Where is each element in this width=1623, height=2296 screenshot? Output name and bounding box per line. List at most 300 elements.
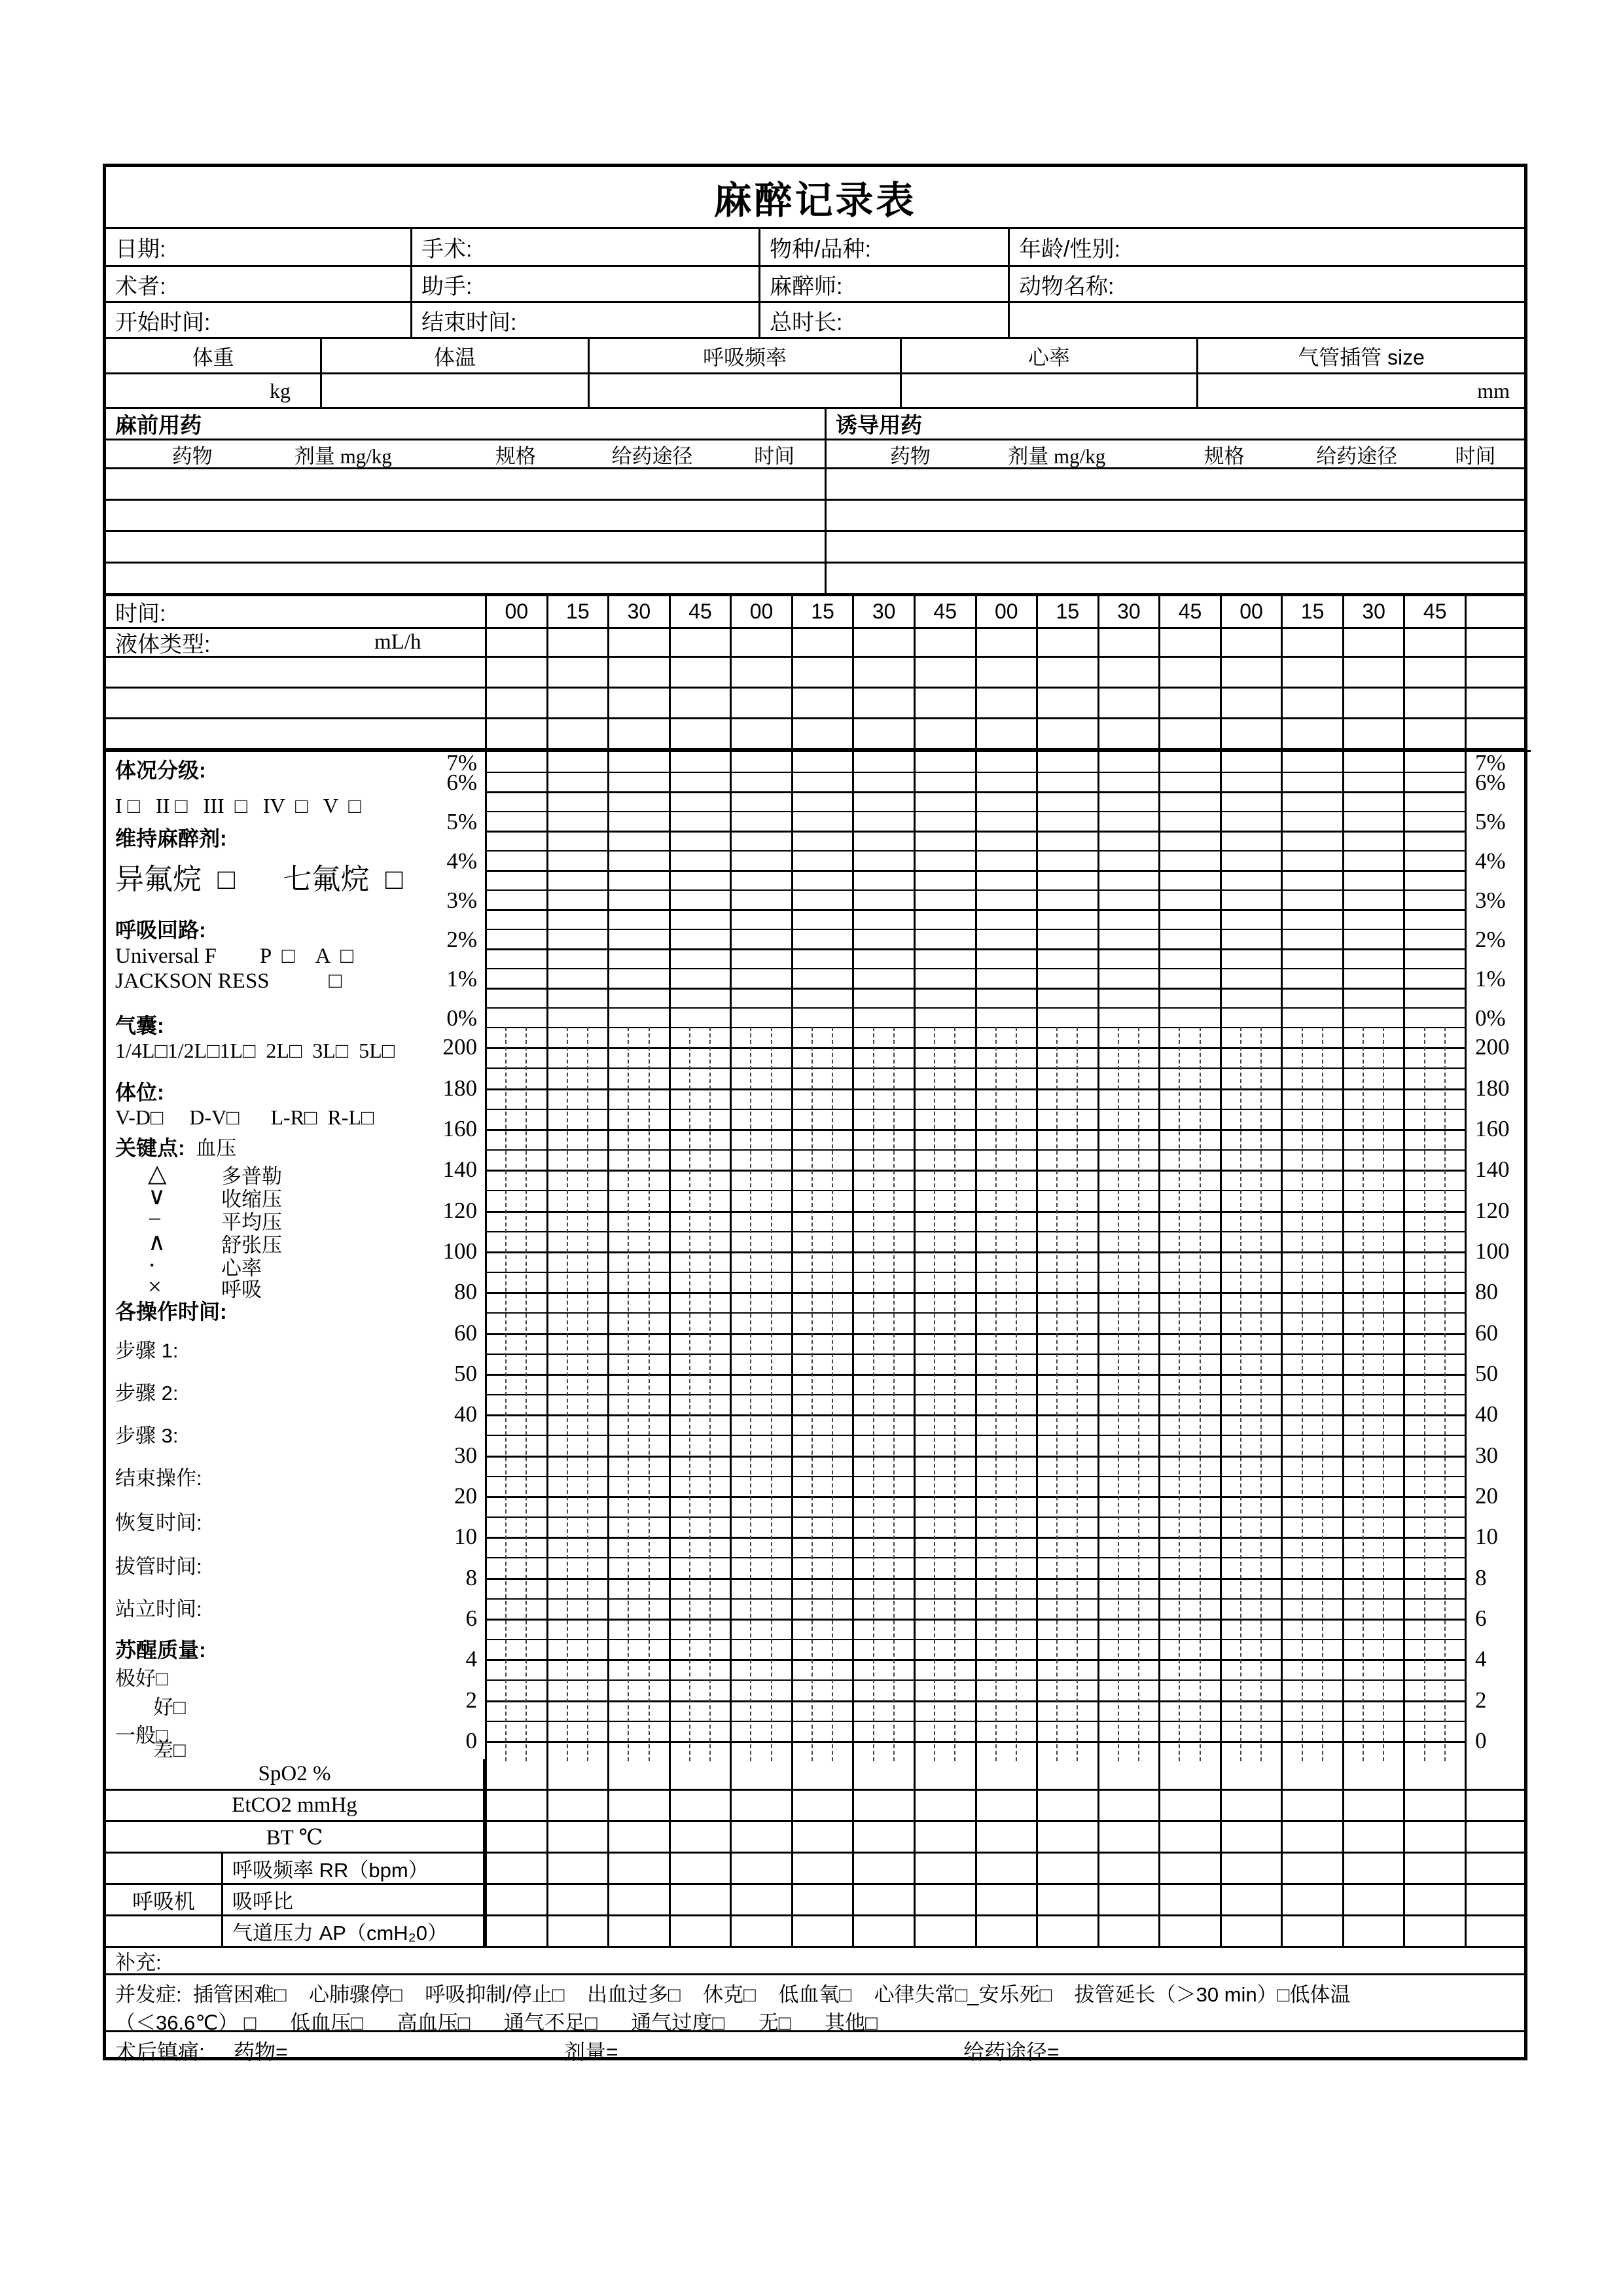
- fluid-entry-cell[interactable]: [1281, 629, 1342, 656]
- percent-scale-label-right: 0%: [1475, 1005, 1506, 1031]
- sidebar-option[interactable]: 步骤 2:: [115, 1382, 179, 1405]
- fluid-entry-cell[interactable]: [1465, 629, 1524, 656]
- monitor-data-cell[interactable]: [914, 1791, 975, 1820]
- legend-symbol: ×: [148, 1274, 162, 1300]
- supplement-label[interactable]: 补充:: [115, 1951, 162, 1974]
- monitor-data-cell[interactable]: [1281, 1822, 1342, 1852]
- monitor-data-cell[interactable]: [1220, 1854, 1281, 1883]
- grid-entry-cell[interactable]: [1403, 658, 1465, 687]
- monitor-data-cell[interactable]: [1403, 1791, 1465, 1820]
- number-scale-label-right: 4: [1475, 1646, 1487, 1672]
- number-scale-label-right: 140: [1475, 1157, 1510, 1183]
- legend-symbol: ∨: [148, 1183, 166, 1210]
- time-tick-cell[interactable]: 15: [1281, 596, 1342, 627]
- monitor-data-cell[interactable]: [546, 1759, 608, 1789]
- age-sex-field[interactable]: 年龄/性别:: [1019, 237, 1120, 262]
- monitor-data-cell[interactable]: [669, 1791, 730, 1820]
- grid-entry-cell[interactable]: [607, 689, 669, 717]
- time-tick-cell[interactable]: 45: [669, 596, 730, 627]
- drug-entry-row: [106, 501, 1524, 532]
- postop-dose-field[interactable]: 剂量=: [564, 2040, 618, 2064]
- grid-entry-cell[interactable]: [1465, 658, 1524, 687]
- et-tube-size-value-cell[interactable]: mm: [1477, 378, 1510, 403]
- number-scale-label-right: 20: [1475, 1482, 1498, 1509]
- grid-entry-cell[interactable]: [1403, 719, 1465, 748]
- monitor-data-cell[interactable]: [1097, 1791, 1159, 1820]
- monitor-data-cell[interactable]: [730, 1822, 791, 1852]
- chart-column-line: [1097, 752, 1099, 1761]
- grid-entry-cell[interactable]: [914, 658, 975, 687]
- monitor-data-cell[interactable]: [730, 1854, 791, 1883]
- monitor-data-cell[interactable]: [1403, 1916, 1465, 1946]
- monitor-data-cell[interactable]: [1281, 1854, 1342, 1883]
- end-time-field[interactable]: 结束时间:: [412, 303, 760, 337]
- monitor-data-cell[interactable]: [546, 1854, 608, 1883]
- info-empty-cell[interactable]: [1010, 303, 1524, 337]
- fluid-entry-cell[interactable]: [1036, 629, 1097, 656]
- grid-entry-cell[interactable]: [852, 719, 914, 748]
- number-scale-label-left: 20: [454, 1482, 477, 1509]
- monitor-data-cell[interactable]: [1036, 1854, 1097, 1883]
- grid-entry-cell[interactable]: [669, 719, 730, 748]
- chart-column-line: [975, 752, 977, 1761]
- monitor-data-cell[interactable]: [1342, 1791, 1404, 1820]
- ventilator-rr-row: [106, 1854, 1524, 1885]
- five-min-dashed-line: [1200, 1027, 1201, 1761]
- monitor-data-cell[interactable]: [730, 1885, 791, 1914]
- number-scale-label-left: 140: [442, 1157, 477, 1183]
- premed-col-drug: 药物: [171, 444, 213, 467]
- five-min-dashed-line: [873, 1027, 874, 1761]
- monitor-data-cell[interactable]: [914, 1885, 975, 1914]
- grid-entry-cell[interactable]: [607, 658, 669, 687]
- number-scale-label-right: 2: [1475, 1687, 1487, 1713]
- sidebar-option[interactable]: I □ II □ III □ IV □ V □: [115, 794, 361, 817]
- sidebar-option[interactable]: 站立时间:: [115, 1598, 202, 1621]
- monitor-data-cell[interactable]: [1097, 1885, 1159, 1914]
- monitor-data-cell[interactable]: [485, 1759, 546, 1789]
- monitor-data-cell[interactable]: [1465, 1885, 1524, 1914]
- sidebar-option[interactable]: V-D□ D-V□ L-R□ R-L□: [115, 1105, 374, 1129]
- time-row-label: 时间:: [115, 601, 166, 626]
- sidebar-option[interactable]: 拔管时间:: [115, 1555, 202, 1578]
- monitor-data-cell[interactable]: [1097, 1822, 1159, 1852]
- anesthetist-field[interactable]: 麻醉师:: [760, 267, 1010, 301]
- induction-col-drug: 药物: [889, 444, 931, 467]
- monitor-data-cell[interactable]: [975, 1916, 1037, 1946]
- premed-entry-cell[interactable]: [106, 501, 827, 530]
- chart-column-line: [1342, 752, 1344, 1761]
- time-tick-cell[interactable]: 30: [1342, 596, 1404, 627]
- monitor-data-cell[interactable]: [1220, 1759, 1281, 1789]
- premed-entry-cell[interactable]: [106, 469, 827, 499]
- monitor-data-cell[interactable]: [607, 1885, 669, 1914]
- monitor-data-cell[interactable]: [1220, 1885, 1281, 1914]
- monitor-data-cell[interactable]: [1281, 1885, 1342, 1914]
- sidebar-option[interactable]: 极好□: [115, 1667, 168, 1690]
- sidebar-option[interactable]: 1/4L□1/2L□1L□ 2L□ 3L□ 5L□: [115, 1039, 395, 1062]
- time-tick-cell[interactable]: 15: [1036, 596, 1097, 627]
- breathing-circuit-option[interactable]: JACKSON RESS □: [115, 969, 342, 993]
- grid-entry-cell[interactable]: [1342, 658, 1404, 687]
- form-title: 麻醉记录表: [106, 167, 1524, 229]
- induction-entry-cell[interactable]: [827, 532, 1524, 562]
- monitor-data-cell[interactable]: [485, 1822, 546, 1852]
- grid-entry-cell[interactable]: [1036, 719, 1097, 748]
- monitor-data-cell[interactable]: [730, 1791, 791, 1820]
- monitor-data-cell[interactable]: [975, 1791, 1037, 1820]
- premed-entry-cell[interactable]: [106, 564, 827, 593]
- grid-entry-cell[interactable]: [1097, 719, 1159, 748]
- monitor-data-cell[interactable]: [485, 1885, 546, 1914]
- grid-entry-cell[interactable]: [485, 689, 546, 717]
- monitor-data-cell[interactable]: [791, 1885, 853, 1914]
- number-scale-label-left: 50: [454, 1360, 477, 1386]
- monitor-data-cell[interactable]: [669, 1822, 730, 1852]
- time-tick-cell[interactable]: 00: [730, 596, 791, 627]
- monitor-data-cell[interactable]: [669, 1885, 730, 1914]
- drug-entry-row: [106, 564, 1524, 595]
- complications-line1[interactable]: 并发症: 插管困难□ 心肺骤停□ 呼吸抑制/停止□ 出血过多□ 休克□ 低血氧□ 心律失常□_安乐死□ 拔管延长（＞30 min）□低体温: [115, 1983, 1351, 2006]
- monitor-data-cell[interactable]: [607, 1822, 669, 1852]
- grid-entry-cell[interactable]: [1220, 719, 1281, 748]
- temperature-header: 体温: [322, 339, 590, 372]
- monitor-data-cell[interactable]: [546, 1791, 608, 1820]
- legend-symbol: ·: [148, 1252, 156, 1279]
- drug-entry-row: [106, 469, 1524, 501]
- percent-scale-label-right: 1%: [1475, 966, 1506, 992]
- sidebar-option[interactable]: 一般□: [115, 1724, 168, 1747]
- monitor-data-cell[interactable]: [1220, 1916, 1281, 1946]
- grid-entry-cell[interactable]: [1220, 689, 1281, 717]
- species-field[interactable]: 物种/品种:: [760, 229, 1010, 265]
- monitor-data-cell[interactable]: [852, 1916, 914, 1946]
- grid-entry-cell[interactable]: [546, 658, 608, 687]
- sidebar-section-header[interactable]: 各操作时间:: [115, 1300, 227, 1323]
- animal-name-field[interactable]: 动物名称:: [1019, 274, 1115, 299]
- grid-entry-cell[interactable]: [730, 689, 791, 717]
- grid-entry-cell[interactable]: [485, 719, 546, 748]
- number-scale-label-right: 50: [1475, 1360, 1498, 1386]
- respiratory-rate-value-cell[interactable]: [590, 374, 902, 407]
- time-tick-cell[interactable]: [1465, 596, 1524, 627]
- monitor-data-cell[interactable]: [546, 1916, 608, 1946]
- monitor-data-cell[interactable]: [1097, 1759, 1159, 1789]
- grid-entry-cell[interactable]: [730, 658, 791, 687]
- grid-entry-cell[interactable]: [1403, 689, 1465, 717]
- info-row-3: [106, 303, 1524, 339]
- five-min-dashed-line: [812, 1027, 813, 1761]
- monitor-data-cell[interactable]: [1036, 1885, 1097, 1914]
- grid-entry-cell[interactable]: [1158, 689, 1220, 717]
- monitor-data-cell[interactable]: [1465, 1791, 1524, 1820]
- monitor-data-cell[interactable]: [914, 1916, 975, 1946]
- monitor-data-cell[interactable]: [485, 1791, 546, 1820]
- grid-entry-cell[interactable]: [607, 719, 669, 748]
- monitor-data-cell[interactable]: [607, 1854, 669, 1883]
- monitor-data-cell[interactable]: [791, 1854, 853, 1883]
- monitor-data-cell[interactable]: [975, 1885, 1037, 1914]
- monitor-data-cell[interactable]: [1342, 1759, 1404, 1789]
- chart-column-line: [1281, 752, 1283, 1761]
- fluid-entry-cell[interactable]: [1220, 629, 1281, 656]
- fluid-entry-cell[interactable]: [485, 629, 546, 656]
- weight-value-cell[interactable]: kg: [106, 374, 322, 407]
- number-scale-label-left: 10: [454, 1524, 477, 1550]
- anesthetic-agent-options[interactable]: 异氟烷 □ 七氟烷 □: [115, 863, 403, 895]
- five-min-dashed-line: [1383, 1027, 1384, 1761]
- monitor-data-cell[interactable]: [1036, 1916, 1097, 1946]
- grid-entry-cell[interactable]: [1036, 658, 1097, 687]
- sidebar-option[interactable]: 步骤 3:: [115, 1424, 179, 1447]
- fluid-entry-cell[interactable]: [1158, 629, 1220, 656]
- temperature-value-cell[interactable]: [322, 374, 590, 407]
- time-tick-cell[interactable]: 30: [607, 596, 669, 627]
- monitor-data-cell[interactable]: [1220, 1822, 1281, 1852]
- monitor-data-cell[interactable]: [1342, 1885, 1404, 1914]
- grid-entry-cell[interactable]: [975, 689, 1037, 717]
- sidebar-section-header[interactable]: 呼吸回路:: [115, 918, 206, 942]
- grid-entry-cell[interactable]: [669, 689, 730, 717]
- monitor-data-cell[interactable]: [730, 1759, 791, 1789]
- grid-entry-cell[interactable]: [1158, 719, 1220, 748]
- fluid-entry-cell[interactable]: [669, 629, 730, 656]
- grid-entry-cell[interactable]: [791, 658, 853, 687]
- monitor-data-cell[interactable]: [852, 1759, 914, 1789]
- chart-column-line: [730, 752, 732, 1761]
- heart-rate-value-cell[interactable]: [902, 374, 1198, 407]
- monitor-data-cell[interactable]: [485, 1916, 546, 1946]
- start-time-field[interactable]: 开始时间:: [106, 303, 412, 337]
- fluid-entry-cell[interactable]: [1403, 629, 1465, 656]
- monitor-data-cell[interactable]: [791, 1791, 853, 1820]
- legend-text: 心率: [221, 1257, 262, 1280]
- monitor-data-cell[interactable]: [1158, 1854, 1220, 1883]
- five-min-dashed-line: [1240, 1027, 1241, 1761]
- percent-scale-label-left: 7%: [446, 750, 477, 776]
- monitor-data-cell[interactable]: [914, 1822, 975, 1852]
- grid-entry-cell[interactable]: [730, 719, 791, 748]
- sidebar-section-header[interactable]: 气囊:: [115, 1014, 164, 1037]
- monitor-data-cell[interactable]: [975, 1822, 1037, 1852]
- time-tick-cell[interactable]: 00: [485, 596, 546, 627]
- induction-columns: [827, 440, 1524, 467]
- monitor-data-cell[interactable]: [1036, 1759, 1097, 1789]
- et-tube-size-header: 气管插管 size: [1298, 345, 1425, 369]
- breathing-circuit-option[interactable]: Universal F P □ A □: [115, 944, 354, 968]
- time-tick-cell[interactable]: 45: [1158, 596, 1220, 627]
- ventilator-ap-row: [106, 1916, 1524, 1948]
- legend-symbol: △: [148, 1160, 167, 1187]
- grid-entry-cell[interactable]: [791, 689, 853, 717]
- postop-route-field[interactable]: 给药途径=: [963, 2040, 1060, 2064]
- fluid-entry-cell[interactable]: [546, 629, 608, 656]
- ventilator-label-text: 呼吸机: [132, 1889, 195, 1913]
- monitor-data-cell[interactable]: [1403, 1759, 1465, 1789]
- monitor-data-cell[interactable]: [1036, 1791, 1097, 1820]
- total-duration-field[interactable]: 总时长:: [760, 303, 1010, 337]
- time-tick-cell[interactable]: 00: [975, 596, 1037, 627]
- sidebar-option[interactable]: 恢复时间:: [115, 1511, 202, 1534]
- premed-entry-cell[interactable]: [106, 532, 827, 562]
- grid-entry-cell[interactable]: [1342, 719, 1404, 748]
- sidebar-option[interactable]: 步骤 1:: [115, 1339, 179, 1362]
- monitor-data-cell[interactable]: [1036, 1822, 1097, 1852]
- grid-entry-cell[interactable]: [1342, 689, 1404, 717]
- five-min-dashed-line: [1118, 1027, 1119, 1761]
- grid-entry-cell[interactable]: [914, 719, 975, 748]
- sidebar-section-header[interactable]: 体况分级:: [115, 759, 206, 782]
- monitor-data-cell[interactable]: [791, 1759, 853, 1789]
- grid-entry-cell[interactable]: [1281, 658, 1342, 687]
- monitor-data-cell[interactable]: [852, 1791, 914, 1820]
- surgery-field[interactable]: 手术:: [412, 229, 760, 265]
- monitor-data-cell[interactable]: [1281, 1791, 1342, 1820]
- monitor-data-cell[interactable]: [546, 1822, 608, 1852]
- fluid-unit-label: mL/h: [374, 630, 421, 654]
- grid-entry-cell[interactable]: [1036, 689, 1097, 717]
- percent-scale-label-right: 3%: [1475, 888, 1506, 913]
- monitor-data-cell[interactable]: [975, 1759, 1037, 1789]
- monitor-data-cell[interactable]: [1465, 1916, 1524, 1946]
- number-scale-label-right: 40: [1475, 1401, 1498, 1427]
- monitor-data-cell[interactable]: [1465, 1822, 1524, 1852]
- grid-entry-cell[interactable]: [1097, 658, 1159, 687]
- legend-text: 呼吸: [221, 1278, 262, 1301]
- complications-line2[interactable]: （＜36.6℃） □ 低血压□ 高血压□ 通气不足□ 通气过度□ 无□ 其他□: [115, 2011, 878, 2034]
- monitor-data-cell[interactable]: [852, 1822, 914, 1852]
- induction-entry-cell[interactable]: [827, 469, 1524, 499]
- monitor-data-cell[interactable]: [791, 1916, 853, 1946]
- grid-entry-cell[interactable]: [975, 658, 1037, 687]
- monitor-data-cell[interactable]: [607, 1759, 669, 1789]
- sidebar-section-header[interactable]: 体位:: [115, 1081, 164, 1104]
- monitor-data-cell[interactable]: [1281, 1916, 1342, 1946]
- grid-entry-cell[interactable]: [1220, 658, 1281, 687]
- grid-entry-cell[interactable]: [485, 658, 546, 687]
- five-min-dashed-line: [505, 1027, 507, 1761]
- time-tick-cell[interactable]: 30: [852, 596, 914, 627]
- monitor-data-cell[interactable]: [546, 1885, 608, 1914]
- monitor-data-cell[interactable]: [1342, 1916, 1404, 1946]
- grid-entry-cell[interactable]: [1158, 658, 1220, 687]
- surgeon-field[interactable]: 术者:: [106, 267, 412, 301]
- grid-entry-cell[interactable]: [546, 719, 608, 748]
- monitor-data-cell[interactable]: [1097, 1916, 1159, 1946]
- five-min-dashed-line: [649, 1027, 650, 1761]
- grid-entry-cell[interactable]: [1465, 689, 1524, 717]
- fluid-entry-cell[interactable]: [607, 629, 669, 656]
- monitor-data-cell[interactable]: [1403, 1854, 1465, 1883]
- time-tick-cell[interactable]: 45: [1403, 596, 1465, 627]
- drug-subheader-row: [106, 440, 1524, 469]
- monitor-data-cell[interactable]: [669, 1854, 730, 1883]
- grid-entry-cell[interactable]: [1465, 719, 1524, 748]
- sidebar-section-header[interactable]: 苏醒质量:: [115, 1638, 206, 1662]
- monitor-data-cell[interactable]: [607, 1916, 669, 1946]
- grid-entry-row: [106, 689, 1524, 719]
- monitor-data-cell[interactable]: [1281, 1759, 1342, 1789]
- monitor-data-cell[interactable]: [1403, 1822, 1465, 1852]
- grid-entry-cell[interactable]: [1281, 719, 1342, 748]
- grid-entry-cell[interactable]: [852, 658, 914, 687]
- number-scale-label-right: 120: [1475, 1197, 1510, 1223]
- assistant-field[interactable]: 助手:: [412, 267, 760, 301]
- monitor-data-cell[interactable]: [1158, 1916, 1220, 1946]
- fluid-entry-cell[interactable]: [1097, 629, 1159, 656]
- monitor-data-cell[interactable]: [914, 1759, 975, 1789]
- grid-entry-cell[interactable]: [1281, 689, 1342, 717]
- monitor-data-cell[interactable]: [485, 1854, 546, 1883]
- monitor-data-cell[interactable]: [730, 1916, 791, 1946]
- monitor-data-cell[interactable]: [607, 1791, 669, 1820]
- five-min-dashed-line: [1179, 1027, 1180, 1761]
- grid-entry-cell[interactable]: [852, 689, 914, 717]
- monitor-data-cell[interactable]: [975, 1854, 1037, 1883]
- time-tick-cell[interactable]: 00: [1220, 596, 1281, 627]
- monitor-data-cell[interactable]: [852, 1885, 914, 1914]
- drug-entry-row: [106, 532, 1524, 564]
- monitor-data-cell[interactable]: [852, 1854, 914, 1883]
- fluid-entry-cell[interactable]: [975, 629, 1037, 656]
- monitor-data-cell[interactable]: [1097, 1854, 1159, 1883]
- sidebar-option[interactable]: 结束操作:: [115, 1467, 202, 1490]
- fluid-entry-cell[interactable]: [914, 629, 975, 656]
- monitor-data-cell[interactable]: [1403, 1885, 1465, 1914]
- monitor-data-cell[interactable]: [1342, 1822, 1404, 1852]
- monitor-data-cell[interactable]: [1465, 1759, 1524, 1789]
- percent-scale-label-right: 4%: [1475, 848, 1506, 874]
- induction-entry-cell[interactable]: [827, 564, 1524, 593]
- date-field[interactable]: 日期:: [106, 229, 412, 265]
- monitor-data-cell[interactable]: [669, 1916, 730, 1946]
- time-tick-cell[interactable]: 30: [1097, 596, 1159, 627]
- postop-drug-field[interactable]: 药物=: [234, 2040, 288, 2064]
- time-tick-cell[interactable]: 45: [914, 596, 975, 627]
- fluid-entry-cell[interactable]: [852, 629, 914, 656]
- fluid-entry-cell[interactable]: [791, 629, 853, 656]
- monitor-data-cell[interactable]: [1220, 1791, 1281, 1820]
- sidebar-option[interactable]: 差□: [153, 1738, 186, 1761]
- monitor-data-cell[interactable]: [791, 1822, 853, 1852]
- sidebar-option[interactable]: 好□: [153, 1696, 186, 1719]
- monitor-data-cell[interactable]: [1342, 1854, 1404, 1883]
- time-tick-cell[interactable]: 15: [791, 596, 853, 627]
- monitor-data-cell[interactable]: [669, 1759, 730, 1789]
- monitor-data-cell[interactable]: [1158, 1791, 1220, 1820]
- fluid-entry-cell[interactable]: [1342, 629, 1404, 656]
- sidebar-section-header[interactable]: 维持麻醉剂:: [115, 827, 227, 850]
- fluid-entry-cell[interactable]: [730, 629, 791, 656]
- grid-entry-cell[interactable]: [669, 658, 730, 687]
- induction-entry-cell[interactable]: [827, 501, 1524, 530]
- monitor-data-cell[interactable]: [1158, 1885, 1220, 1914]
- chart-column-line: [1036, 752, 1038, 1761]
- legend-symbol: ∧: [148, 1229, 166, 1256]
- monitor-data-cell[interactable]: [1465, 1854, 1524, 1883]
- legend-symbol: −: [148, 1206, 162, 1233]
- monitor-data-cell[interactable]: [1158, 1759, 1220, 1789]
- grid-entry-cell[interactable]: [791, 719, 853, 748]
- number-scale-label-right: 0: [1475, 1727, 1487, 1753]
- grid-entry-cell[interactable]: [975, 719, 1037, 748]
- time-tick-cell[interactable]: 15: [546, 596, 608, 627]
- monitor-data-cell[interactable]: [914, 1854, 975, 1883]
- grid-entry-cell[interactable]: [914, 689, 975, 717]
- grid-entry-cell[interactable]: [546, 689, 608, 717]
- grid-entry-cell[interactable]: [1097, 689, 1159, 717]
- monitor-data-cell[interactable]: [1158, 1822, 1220, 1852]
